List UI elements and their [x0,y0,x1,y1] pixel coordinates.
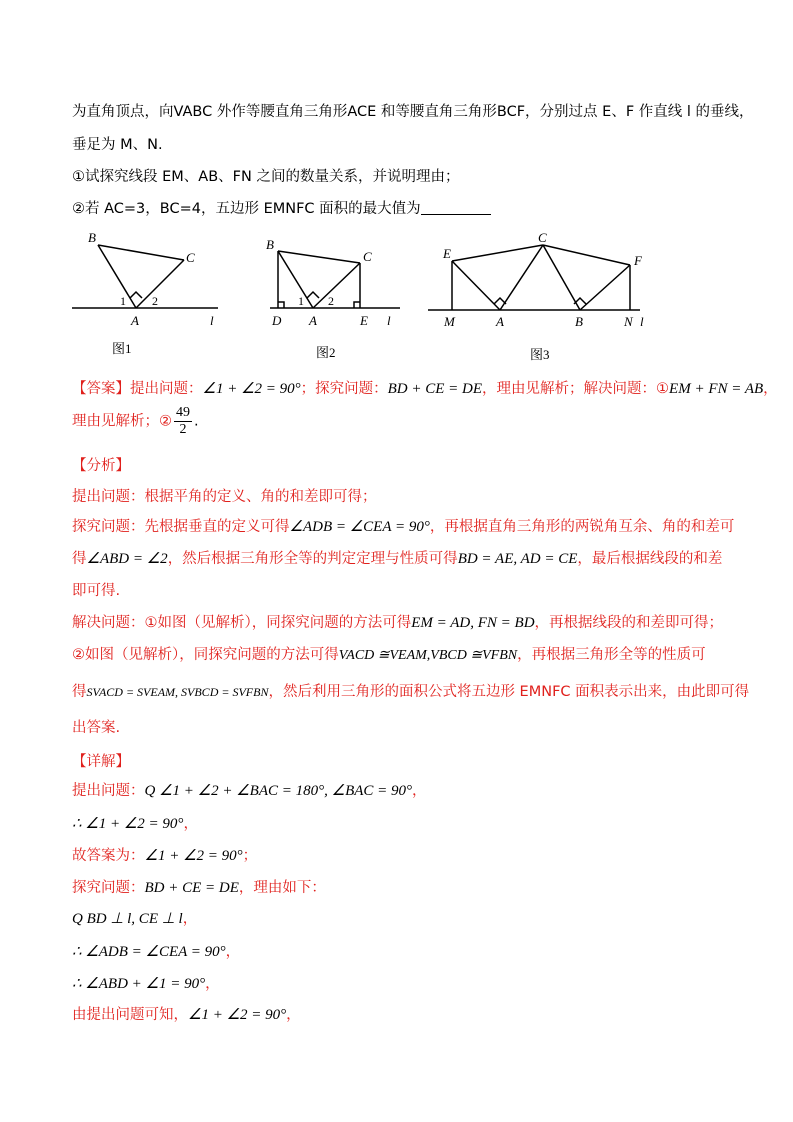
detail-tag-text: 【详解】 [72,754,130,770]
analysis-line-1 [72,485,377,506]
question-line-1 [72,100,754,121]
fig3-label-n: N [624,314,633,329]
figures [60,225,680,370]
answer-line-1 [72,377,778,398]
analysis-text: 探究问题：先根据垂直的定义可得 [72,519,290,535]
fig1-label-c: C [186,250,195,265]
analysis-text: 得 [72,684,87,700]
fig3-label-m: M [444,314,455,329]
detail-text: ， [182,911,198,927]
fig3-label-a: A [496,314,504,329]
answer-text: . [194,413,199,430]
fig1-caption: 图1 [112,341,132,356]
question-text: ①试探究线段 EM、AB、FN 之间的数量关系，并说明理由； [72,169,460,185]
fig3-label-c: C [538,230,547,245]
detail-math: ∴ ∠ADB = ∠CEA = 90° [72,944,226,960]
fig1-label-2: 2 [152,294,158,308]
detail-line-1 [72,779,427,800]
fig2-caption: 图2 [316,345,336,360]
fig3-label-e: E [443,246,451,261]
analysis-line-2 [72,515,734,536]
analysis-text: ，再根据线段的和差即可得； [534,615,724,631]
analysis-text: ，再根据直角三角形的两锐角互余、角的和差可 [429,519,735,535]
detail-math: Q ∠1 + ∠2 + ∠BAC = 180°, ∠BAC = 90° [144,783,413,799]
detail-line-5 [72,907,197,928]
fig3-label-l: l [640,314,644,329]
detail-math: Q BD ⊥ l, CE ⊥ l [72,911,183,927]
detail-text: 提出问题： [72,783,145,799]
fig1-label-a: A [131,313,139,328]
analysis-math: VACD ≅VEAM,VBCD ≅VFBN [338,648,518,663]
figure-3 [428,245,640,310]
fig2-label-d: D [272,313,282,328]
fig2-label-2: 2 [328,294,334,308]
detail-line-6 [72,940,240,961]
analysis-text: ，然后根据三角形全等的判定定理与性质可得 [167,551,458,567]
answer-math: ∠1 + ∠2 = 90° [202,381,301,397]
answer-fraction [174,405,192,438]
detail-math: ∴ ∠1 + ∠2 = 90° [72,816,184,832]
analysis-text: 即可得. [72,583,121,599]
detail-line-3 [72,844,257,865]
detail-line-7 [72,972,220,993]
question-text: 为直角顶点，向VABC 外作等腰直角三角形ACE 和等腰直角三角形BCF，分别过点 E、F 作直线 l 的垂线， [72,104,754,120]
answer-math: BD + CE = DE [387,381,483,397]
detail-text: 故答案为： [72,848,145,864]
fraction-numerator: 49 [176,405,190,420]
fig2-label-a: A [309,313,317,328]
analysis-math: BD = AE, AD = CE [457,551,578,567]
fig3-label-b: B [575,314,583,329]
analysis-tag-text: 【分析】 [72,458,130,474]
detail-text: ， [412,783,427,799]
question-line-3 [72,165,459,186]
fig2-label-1: 1 [298,294,304,308]
fig2-label-c: C [363,249,372,264]
answer-text: ；探究问题： [300,381,388,397]
analysis-text: 解决问题：①如图（见解析），同探究问题的方法可得 [72,615,412,631]
answer-text: ，理由见解析；解决问题：① [482,381,670,397]
answer-blank [421,200,491,215]
detail-line-8 [72,1003,301,1024]
analysis-tag [72,454,130,475]
figure-1 [72,245,218,308]
detail-math: ∠1 + ∠2 = 90° [188,1007,287,1023]
detail-text: ，理由如下： [238,880,326,896]
answer-line-2 [72,405,199,438]
fig3-caption: 图3 [530,347,550,362]
fig2-label-b: B [266,237,274,252]
analysis-line-5 [72,611,723,632]
fraction-denominator: 2 [179,422,187,437]
detail-text: ， [205,976,220,992]
analysis-text: 提出问题：根据平角的定义、角的和差即可得； [72,489,377,505]
detail-text: ， [286,1007,301,1023]
detail-line-2 [72,812,198,833]
detail-text: ； [242,848,258,864]
question-line-2 [72,133,163,154]
analysis-text: 得 [72,551,87,567]
question-text: 垂足为 M、N. [72,137,163,153]
analysis-text: ，然后利用三角形的面积公式将五边形 EMNFC 面积表示出来，由此即可得 [268,684,750,700]
detail-line-4 [72,876,326,897]
detail-text: ， [225,944,241,960]
fig2-label-l: l [387,313,391,328]
fig1-label-l: l [210,313,214,328]
analysis-math: EM = AD, FN = BD [411,615,535,631]
fig2-label-e: E [360,313,368,328]
analysis-math: ∠ADB = ∠CEA = 90° [289,519,430,535]
analysis-line-7 [72,680,749,701]
detail-text: 探究问题： [72,880,145,896]
fig1-label-1: 1 [120,294,126,308]
analysis-text: ，再根据三角形全等的性质可 [517,647,706,663]
analysis-line-6 [72,643,706,664]
analysis-text: 出答案. [72,720,121,736]
fig1-label-b: B [88,230,96,245]
figure-2 [270,251,400,308]
question-line-4 [72,197,491,218]
analysis-line-4 [72,579,120,600]
answer-tag: 【答案】 [72,381,130,397]
detail-math: ∴ ∠ABD + ∠1 = 90° [72,976,206,992]
answer-text: 理由见解析；② [72,413,172,430]
answer-text: 提出问题： [130,381,203,397]
analysis-text: ，最后根据线段的和差 [577,551,723,567]
detail-tag [72,750,130,771]
detail-math: ∠1 + ∠2 = 90° [144,848,243,864]
question-text: ②若 AC=3，BC=4，五边形 EMNFC 面积的最大值为 [72,201,421,217]
detail-math: BD + CE = DE [144,880,239,896]
analysis-math: ∠ABD = ∠2 [86,551,168,567]
detail-text: 由提出问题可知， [72,1007,188,1023]
answer-math: EM + FN = AB [669,381,764,397]
detail-text: ， [183,816,198,832]
analysis-line-3 [72,547,722,568]
analysis-line-8 [72,716,120,737]
analysis-math: SVACD = SVEAM, SVBCD = SVFBN [86,685,269,699]
analysis-text: ②如图（见解析），同探究问题的方法可得 [72,647,339,663]
answer-text: ， [763,381,778,397]
fig3-label-f: F [634,253,642,268]
